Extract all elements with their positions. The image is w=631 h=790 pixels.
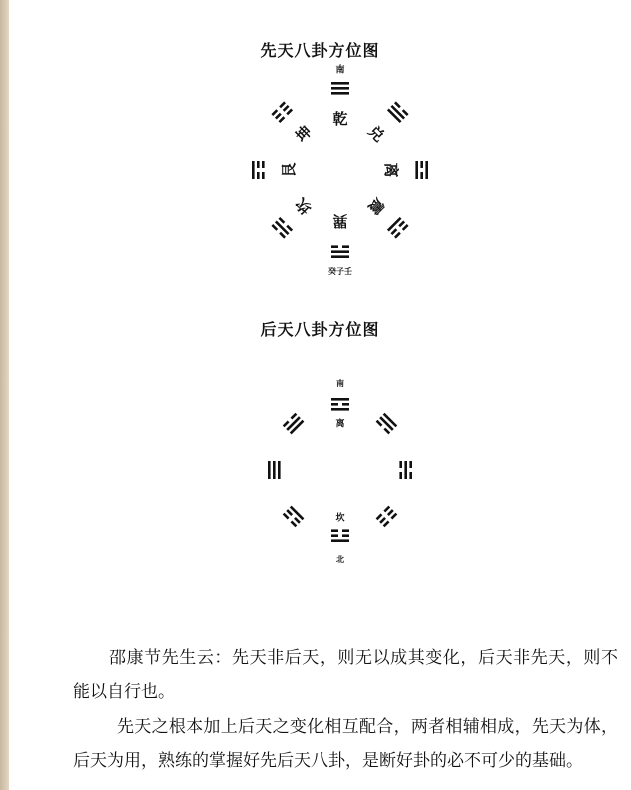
trigram-name: 兑 [364, 122, 388, 146]
trigram-7 [252, 161, 265, 179]
trigram-name: 坎 [292, 194, 316, 218]
houtian-bagua-diagram [9, 370, 631, 570]
trigram-3 [415, 161, 428, 179]
trigram-name-north: 坎 [335, 513, 345, 524]
direction-south: 南 [335, 65, 345, 76]
trigram-name: 离 [382, 162, 400, 178]
trigram-8 [271, 101, 293, 123]
direction-north: 北 [336, 554, 344, 564]
trigram-4 [376, 506, 398, 528]
trigram-5 [331, 245, 349, 258]
trigram-name: 巽 [332, 212, 348, 230]
trigram-name: 坤 [292, 122, 316, 146]
trigram-1 [331, 82, 349, 95]
trigram-1 [331, 398, 349, 411]
trigram-name: 震 [364, 194, 388, 218]
diagram2-title: 后天八卦方位图 [260, 320, 380, 339]
trigram-2 [387, 101, 409, 123]
direction-south: 南 [336, 378, 344, 388]
trigram-6 [283, 506, 305, 528]
trigram-7 [268, 461, 281, 479]
trigram-name: 艮 [280, 162, 298, 178]
trigram-2 [376, 413, 398, 435]
trigram-3 [399, 461, 412, 479]
direction-north-caption: 癸子壬 [328, 266, 352, 276]
document-page [9, 0, 631, 790]
paragraph-explanation: 先天之根本加上后天之变化相互配合，两者相辅相成，先天为体，后天为用，熟练的掌握好先后天八卦，是断好卦的必不可少的基础。 [73, 717, 618, 771]
trigram-5 [331, 529, 349, 542]
trigram-name-south: 离 [335, 419, 345, 430]
trigram-6 [271, 217, 293, 239]
paragraph-quote: 邵康节先生云：先天非后天，则无以成其变化，后天非先天，则不能以自行也。 [73, 648, 618, 702]
trigram-8 [283, 413, 305, 435]
trigram-name: 乾 [332, 110, 348, 128]
diagram1-title: 先天八卦方位图 [260, 41, 380, 60]
page-edge [0, 0, 9, 790]
xiantian-bagua-diagram [9, 65, 631, 276]
trigram-4 [387, 217, 409, 239]
